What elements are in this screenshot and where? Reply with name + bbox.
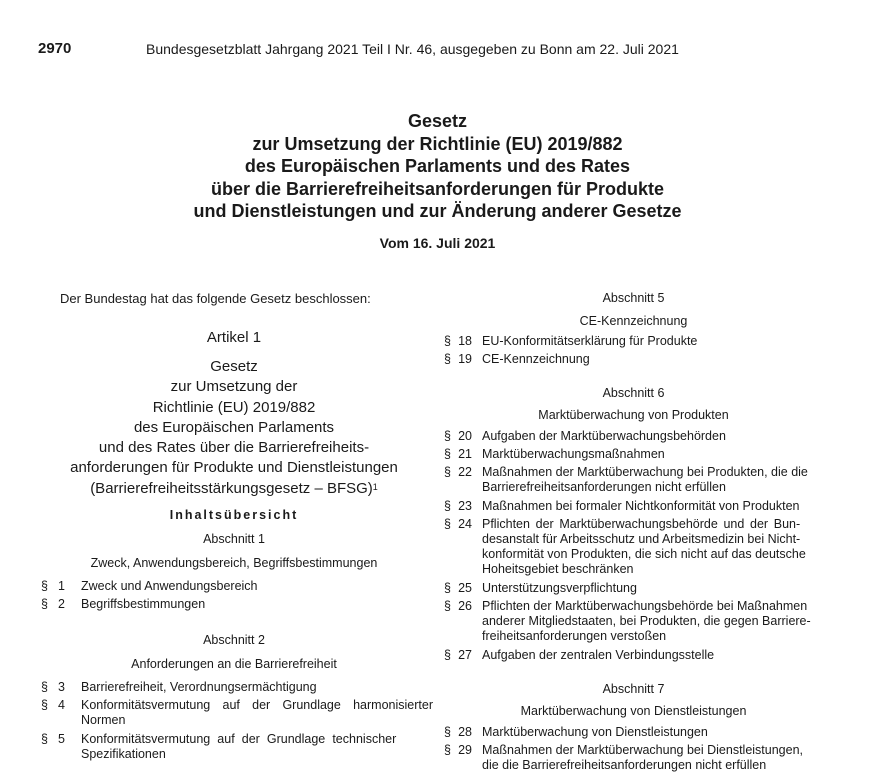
law-date: Vom 16. Juli 2021 [379,235,496,251]
toc-entry-text: Konformitätsvermutung auf der Grundlage technischer [81,732,397,746]
toc-entry-text: Hoheitsgebiet beschränken [482,562,634,576]
toc-entry-text: Zweck und Anwendungsbereich [81,579,258,593]
toc-entry-text: Maßnahmen der Marktüberwachung bei Dienstleistungen, [482,743,804,757]
section-label: Abschnitt 7 [602,682,665,696]
section-label: Abschnitt 1 [203,532,265,546]
toc-entry-text: Aufgaben der Marktüberwachungsbehörden [482,429,726,443]
toc-entry-text: Konformitätsvermutung auf der Grundlage harmonisierter [81,698,433,712]
section-sign: § [444,429,451,443]
toc-entry-number: 4 [58,698,65,712]
toc-entry[interactable] [444,447,825,462]
section-title: CE-Kennzeichnung [579,314,688,328]
law-title-line: und Dienstleistungen und zur Änderung anderer Gesetze [193,201,682,221]
section-title: Anforderungen an die Barrierefreiheit [131,657,337,671]
toc-entry-text: Pflichten der Marktüberwachungsbehörde bei Maßnahmen [482,599,808,613]
toc-entry-number: 22 [458,465,472,479]
toc-entry-number: 25 [458,581,472,595]
article-label: Artikel 1 [206,329,262,346]
section-sign: § [444,581,451,595]
publication-header: Bundesgesetzblatt Jahrgang 2021 Teil I Nr. 46, ausgegeben zu Bonn am 22. Juli 2021 [146,41,679,57]
section-sign: § [444,517,451,531]
toc-heading: Inhaltsübersicht [169,508,299,522]
toc-entry-number: 21 [458,447,472,461]
page-number: 2970 [38,40,72,57]
toc-entry-number: 19 [458,352,472,366]
enactment-clause: Der Bundestag hat das folgende Gesetz beschlossen: [60,291,371,306]
toc-entry[interactable] [41,732,430,762]
toc-entry[interactable] [41,698,433,728]
article-title-line: anforderungen für Produkte und Dienstleistungen [70,459,398,477]
section-label: Abschnitt 2 [203,633,265,647]
toc-entry-number: 23 [458,499,472,513]
footnote-mark[interactable]: 1 [372,481,378,492]
toc-entry-text: desanstalt für Arbeitsschutz und Arbeitsmedizin bei Nicht- [482,532,801,546]
toc-entry[interactable] [444,352,825,367]
section-sign: § [444,725,451,739]
section-title: Marktüberwachung von Produkten [538,408,729,422]
toc-entry-number: 20 [458,429,472,443]
law-title-line: Gesetz [407,111,468,131]
toc-entry-text: Barrierefreiheit, Verordnungsermächtigung [81,680,317,694]
toc-entry-text: Pflichten der Marktüberwachungsbehörde und der Bun- [482,517,801,531]
section-sign: § [41,698,48,712]
toc-entry-text: konformität von Produkten, die sich nicht auf das deutsche [482,547,806,561]
section-sign: § [444,447,451,461]
section-label: Abschnitt 5 [602,291,665,305]
toc-entry[interactable] [444,648,825,663]
toc-entry-number: 27 [458,648,472,662]
section-sign: § [444,352,451,366]
section-label: Abschnitt 6 [602,386,665,400]
section-sign: § [444,599,451,613]
law-title [0,110,875,223]
article-title-line: Richtlinie (EU) 2019/882 [152,398,316,416]
article-title-line: Gesetz [210,358,258,375]
toc-entry-number: 18 [458,334,472,348]
section-title: Marktüberwachung von Dienstleistungen [520,704,747,718]
toc-entry-text: Aufgaben der zentralen Verbindungsstelle [482,648,715,662]
toc-entry-text: Barrierefreiheitsanforderungen nicht erfüllen [482,480,726,494]
toc-entry[interactable] [444,581,825,596]
toc-entry-text: Unterstützungsverpflichtung [482,581,637,595]
section-title: Zweck, Anwendungsbereich, Begriffsbestimmungen [90,556,378,570]
toc-entry[interactable] [444,599,825,644]
section-sign: § [444,499,451,513]
toc-entry-number: 28 [458,725,472,739]
toc-entry-text: die die Barrierefreiheitsanforderungen nicht erfüllen [482,758,767,772]
toc-entry-number: 2 [58,597,65,611]
toc-entry-text: EU-Konformitätserklärung für Produkte [482,334,698,348]
toc-entry[interactable] [444,334,825,349]
section-sign: § [444,334,451,348]
toc-entry[interactable] [444,499,825,514]
toc-entry-text: Spezifikationen [81,747,166,761]
toc-entry[interactable] [41,597,430,612]
law-title-line: zur Umsetzung der Richtlinie (EU) 2019/882 [252,133,623,154]
toc-entry-number: 24 [458,517,472,531]
toc-entry-number: 29 [458,743,472,757]
short-title: (Barrierefreiheitsstärkungsgesetz – BFSG) [90,479,373,497]
toc-entry-text: Normen [81,713,126,727]
toc-entry[interactable] [444,465,825,495]
toc-entry[interactable] [444,743,825,773]
toc-entry-text: Begriffsbestimmungen [81,597,206,611]
section-sign: § [41,732,48,746]
toc-entry-text: Maßnahmen bei formaler Nichtkonformität von Produkten [482,499,800,513]
toc-entry[interactable] [41,680,430,695]
toc-entry[interactable] [444,429,825,444]
section-sign: § [444,743,451,757]
toc-entry[interactable] [444,725,825,740]
section-sign: § [41,579,48,593]
toc-entry-text: Marktüberwachungsmaßnahmen [482,447,665,461]
article-title [38,357,430,499]
toc-entry-number: 3 [58,680,65,694]
section-sign: § [41,597,48,611]
law-title-line: über die Barrierefreiheitsanforderungen für Produkte [210,178,665,199]
article-title-line: des Europäischen Parlaments [133,418,335,436]
toc-entry[interactable] [41,579,430,594]
article-title-line: zur Umsetzung der [170,378,298,396]
section-sign: § [444,648,451,662]
article-title-line: und des Rates über die Barrierefreiheits- [98,439,370,457]
toc-entry-text: Marktüberwachung von Dienstleistungen [482,725,708,739]
law-title-line: des Europäischen Parlaments und des Rates [244,156,631,176]
toc-entry-text: freiheitsanforderungen verstoßen [482,629,667,643]
toc-entry-number: 5 [58,732,65,746]
toc-entry-text: Maßnahmen der Marktüberwachung bei Produkten, die die [482,465,808,479]
toc-entry-text: anderer Mitgliedstaaten, bei Produkten, die gegen Barriere- [482,614,811,628]
toc-entry-text: CE-Kennzeichnung [482,352,590,366]
article-title-line [38,479,430,499]
toc-entry-number: 1 [58,579,65,593]
toc-entry[interactable] [444,517,825,577]
section-sign: § [444,465,451,479]
section-sign: § [41,680,48,694]
toc-entry-number: 26 [458,599,472,613]
